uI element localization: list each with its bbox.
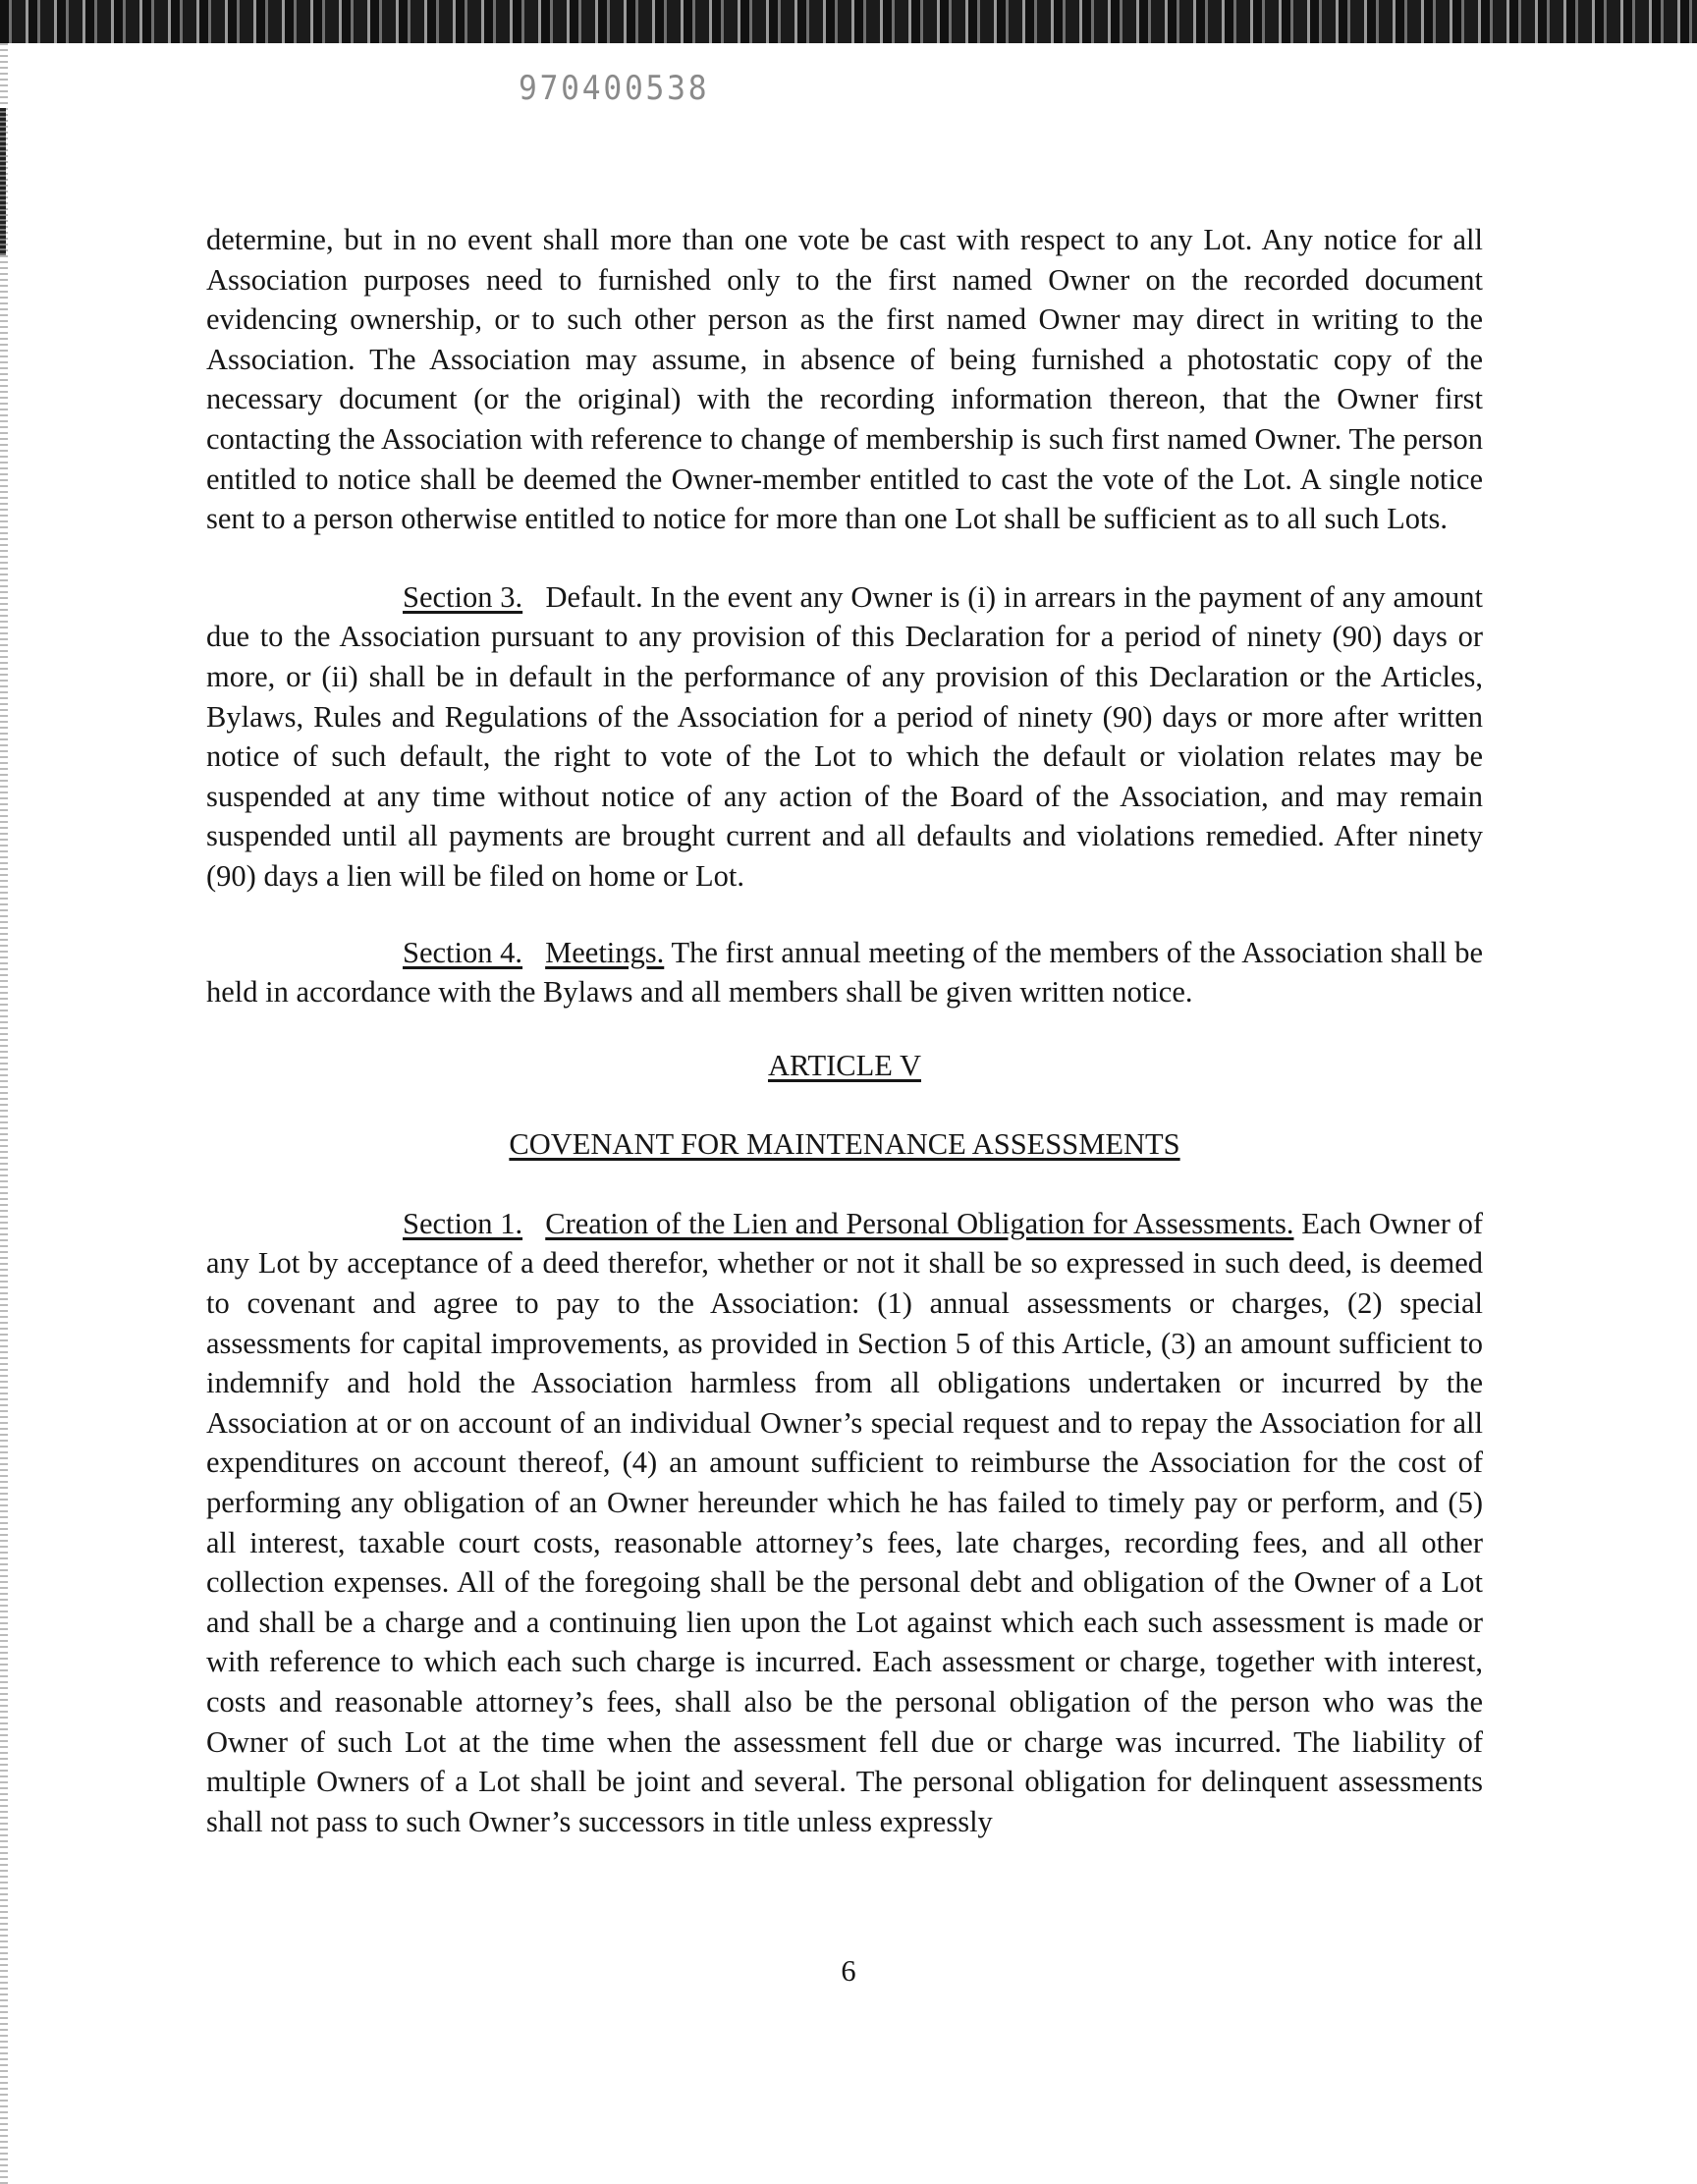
document-number-stamp: 970400538 xyxy=(519,69,710,108)
section-3-label: Section 3. xyxy=(403,579,523,614)
section-4-paragraph xyxy=(206,933,1483,1012)
section-3-paragraph xyxy=(206,577,1483,897)
scan-border-left xyxy=(0,43,8,2184)
continuation-paragraph: determine, but in no event shall more than one vote be cast with respect to any Lot. Any notice for all Association purposes need to furnished only to the first named Owner on the recorded document evidencing ownership, or to such other person as the first named Owner may direct in writing to the Association. The Association may assume, in absence of being furnished a photostatic copy of the necessary document (or the original) with the recording information thereon, that the Owner first contacting the Association with reference to change of membership is such first named Owner. The person entitled to notice shall be deemed the Owner-member entitled to cast the vote of the Lot. A single notice sent to a person otherwise entitled to notice for more than one Lot shall be sufficient as to all such Lots. xyxy=(206,223,1483,536)
section-1-text: Each Owner of any Lot by acceptance of a deed therefor, whether or not it shall be so expressed in such deed, is deemed to covenant and agree to pay to the Association: (1) annual assessments or charges, (2) special assessments for capital improvements, as provided in Section 5 of this Article, (3) an amount sufficient to indemnify and hold the Association harmless from all obligations undertaken or incurred by the Association at or on account of an individual Owner’s special request and to repay the Association for all expenditures on account thereof, (4) an amount sufficient to reimburse the Association for the cost of performing any obligation of an Owner hereunder which he has failed to timely pay or perform, and (5) all interest, taxable court costs, reasonable attorney’s fees, late charges, recording fees, and all other collection expenses. All of the foregoing shall be the personal debt and obligation of the Owner of a Lot and shall be a charge and a continuing lien upon the Lot against which each such assessment is made or with reference to which each such charge is incurred. Each assessment or charge, together with interest, costs and reasonable attorney’s fees, shall also be the personal obligation of the person who was the Owner of such Lot at the time when the assessment fell due or charge was incurred. The liability of multiple Owners of a Lot shall be joint and several. The personal obligation for delinquent assessments shall not pass to such Owner’s successors in title unless expressly xyxy=(206,1206,1483,1838)
section-3-text: In the event any Owner is (i) in arrears in the payment of any amount due to the Association pursuant to any provision of this Declaration for a period of ninety (90) days or more, or (ii) shall be in default in the performance of any provision of this Declaration or the Articles, Bylaws, Rules and Regulations of the Association for a period of ninety (90) days or more after written notice of such default, the right to vote of the Lot to which the default or violation relates may be suspended at any time without notice of any action of the Board of the Association, and may remain suspended until all payments are brought current and all defaults and violations remedied. After ninety (90) days a lien will be filed on home or Lot. xyxy=(206,579,1483,893)
article-title: COVENANT FOR MAINTENANCE ASSESSMENTS xyxy=(509,1127,1180,1162)
scan-border-left-dark xyxy=(0,108,6,255)
section-1-paragraph xyxy=(206,1204,1483,1842)
document-body xyxy=(206,220,1483,1841)
article-heading: ARTICLE V xyxy=(767,1048,922,1082)
page-number: 6 xyxy=(841,1954,856,1988)
scan-border-top xyxy=(0,0,1697,43)
section-1-label: Section 1. xyxy=(403,1206,523,1240)
section-4-label: Section 4. xyxy=(403,935,523,969)
section-4-title: Meetings. xyxy=(545,935,665,969)
section-1-title: Creation of the Lien and Personal Obligation for Assessments. xyxy=(545,1206,1294,1240)
section-3-title: Default. xyxy=(545,579,643,614)
section-4-text: The first annual meeting of the members of the Association shall be held in accordance with the Bylaws and all members shall be given written notice. xyxy=(206,935,1484,1010)
